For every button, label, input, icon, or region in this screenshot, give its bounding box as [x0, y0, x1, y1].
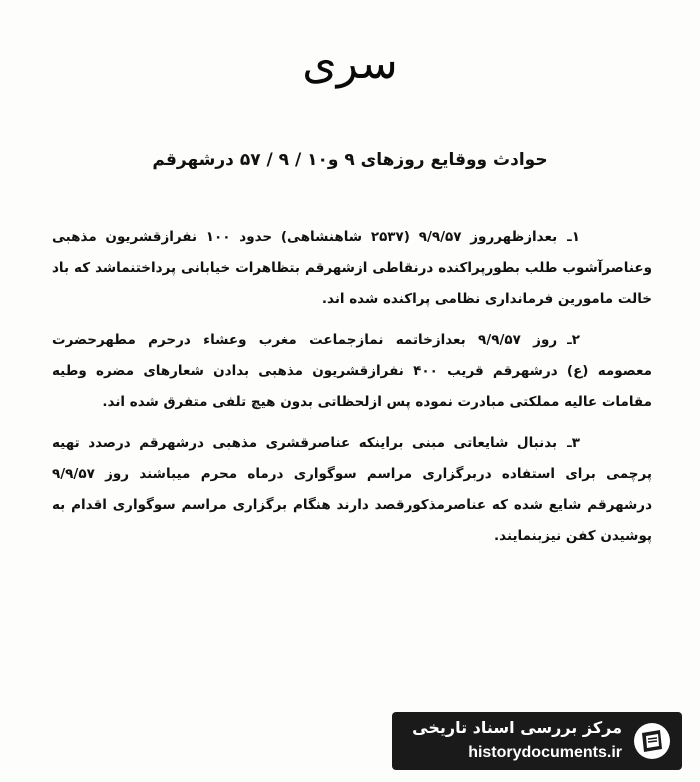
- archive-logo-icon: [632, 721, 672, 761]
- paragraph-2: [52, 325, 652, 418]
- paragraph-number: ۱ـ: [567, 229, 581, 245]
- paragraph-number: ۳ـ: [567, 435, 580, 451]
- watermark-name: مرکز بررسی اسناد تاریخی: [412, 718, 622, 737]
- paragraph-number: ۲ـ: [567, 332, 580, 348]
- document-body: [52, 222, 652, 562]
- watermark-badge: [392, 712, 682, 770]
- paragraph-1: [52, 222, 652, 315]
- document-title: حوادث ووقایع روزهای ۹ و۱۰ / ۹ / ۵۷ درشهرقم: [152, 150, 548, 170]
- classification-heading: سری: [302, 38, 398, 89]
- paragraph-3: [52, 428, 652, 552]
- paragraph-text: روز ۹/۹/۵۷ بعدازخاتمه نمازجماعت مغرب وعشاء درحرم مطهرحضرت معصومه (ع) درشهرقم قریب ۴۰۰ نفرازقشریون مذهبی بدادن شعارهای مضره وطیه مقامات عالیه مملکتی مبادرت نموده پس ازلحظاتی بدون هیچ تلفی متفرق شده اند.: [52, 332, 652, 410]
- paragraph-text: بدنبال شایعاتی مبنی براینکه عناصرقشری مذهبی درشهرقم درصدد تهیه پرچمی برای استفاده دربرگزاری مراسم سوگواری درماه محرم میباشند روز ۹/۹/۵۷ درشهرقم شایع شده که عناصرمذکورقصد دارند هنگام برگزاری مراسم سوگواری اقدام به پوشیدن کفن نیزبنمایند.: [52, 435, 652, 544]
- paragraph-text: بعدازظهرروز ۹/۹/۵۷ (۲۵۳۷ شاهنشاهی) حدود ۱۰۰ نفرازقشریون مذهبی وعناصرآشوب طلب بطورپراکنده درنقاطی ازشهرقم بتظاهرات خیابانی پرداختنماشد که باد خالت مامورین فرمانداری نظامی پراکنده شده اند.: [52, 229, 652, 307]
- watermark-url: historydocuments.ir: [468, 744, 622, 761]
